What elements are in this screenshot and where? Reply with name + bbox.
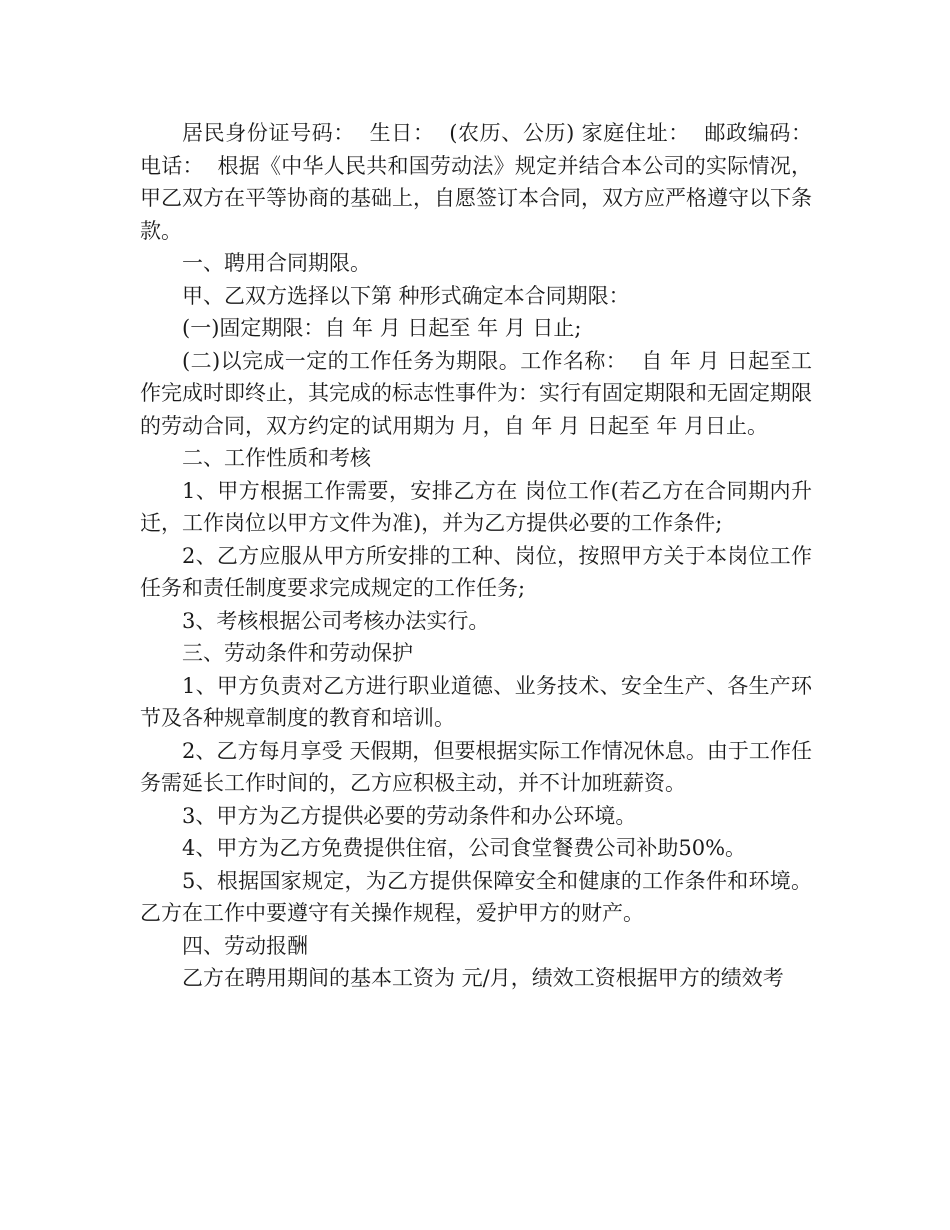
paragraph-work-1: 1、甲方根据工作需要，安排乙方在 岗位工作(若乙方在合同期内升迁，工作岗位以甲方文件为准)，并为乙方提供必要的工作条件; — [140, 478, 812, 535]
paragraph-fixed-term: (一)固定期限：自 年 月 日起至 年 月 日止; — [182, 316, 582, 340]
paragraph-salary: 乙方在聘用期间的基本工资为 元/月，绩效工资根据甲方的绩效考 — [182, 966, 784, 990]
heading-remuneration: 四、劳动报酬 — [182, 933, 308, 958]
document-body — [140, 117, 826, 995]
paragraph-work-3: 3、考核根据公司考核办法实行。 — [182, 608, 490, 633]
paragraph-term-choice: 甲、乙双方选择以下第 种形式确定本合同期限： — [182, 283, 630, 308]
paragraph-conditions-3: 3、甲方为乙方提供必要的劳动条件和办公环境。 — [182, 803, 637, 828]
paragraph-conditions-1: 1、甲方负责对乙方进行职业道德、业务技术、安全生产、各生产环节及各种规章制度的教育和培训。 — [140, 673, 812, 730]
heading-contract-term: 一、聘用合同期限。 — [182, 251, 371, 275]
paragraph-intro: 居民身份证号码： 生日： (农历、公历) 家庭住址： 邮政编码： 电话： 根据《中华人民共和国劳动法》规定并结合本公司的实际情况，甲乙双方在平等协商的基础上，自愿签订本合同，双方应严格遵守以下条款。 — [140, 121, 826, 243]
heading-work-nature: 二、工作性质和考核 — [182, 446, 371, 470]
paragraph-work-2: 2、乙方应服从甲方所安排的工种、岗位，按照甲方关于本岗位工作任务和责任制度要求完成规定的工作任务; — [140, 543, 812, 600]
heading-labor-conditions: 三、劳动条件和劳动保护 — [182, 641, 413, 665]
paragraph-task-term: (二)以完成一定的工作任务为期限。工作名称： 自 年 月 日起至工作完成时即终止，其完成的标志性事件为：实行有固定期限和无固定期限的劳动合同，双方约定的试用期为 月，自 年 月 日起至 年 月日止。 — [140, 348, 812, 438]
paragraph-conditions-5: 5、根据国家规定，为乙方提供保障安全和健康的工作条件和环境。乙方在工作中要遵守有关操作规程，爱护甲方的财产。 — [140, 868, 812, 925]
paragraph-conditions-2: 2、乙方每月享受 天假期，但要根据实际工作情况休息。由于工作任务需延长工作时间的，乙方应积极主动，并不计加班薪资。 — [140, 738, 812, 795]
paragraph-conditions-4: 4、甲方为乙方免费提供住宿，公司食堂餐费公司补助50%。 — [182, 836, 747, 860]
